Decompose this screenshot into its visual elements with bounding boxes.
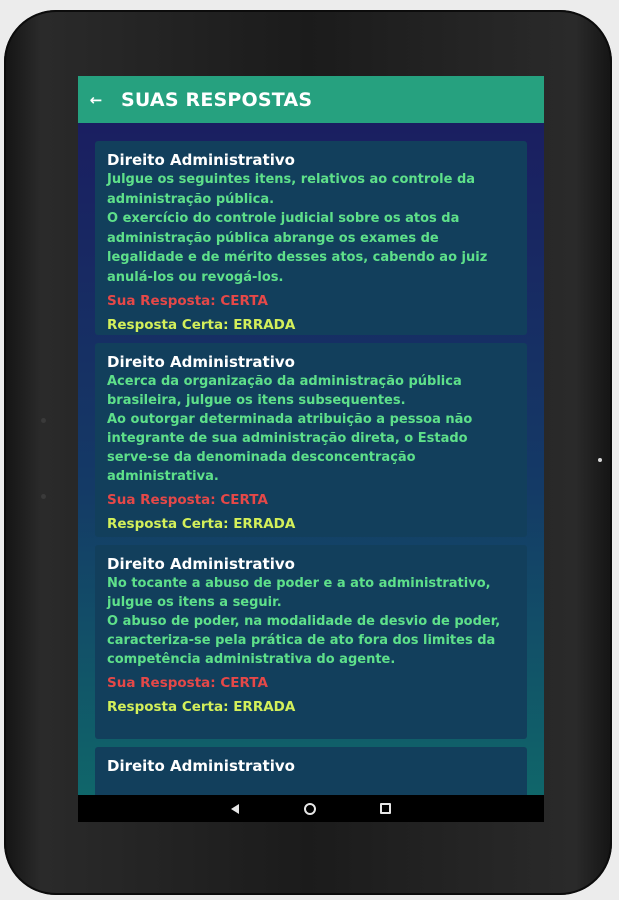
your-answer: Sua Resposta: CERTA — [107, 492, 268, 508]
app-bar — [78, 76, 544, 123]
answer-card[interactable] — [95, 141, 527, 335]
card-subject: Direito Administrativo — [107, 757, 295, 775]
nav-home-icon[interactable] — [295, 795, 325, 822]
card-question: No tocante a abuso de poder e a ato administrativo, julgue os itens a seguir. O abuso de poder, na modalidade de desvio de poder, caracteriza-se pela prática de ato fora dos limites da competência administrativa do agente. — [107, 576, 501, 667]
sensor-dot — [41, 494, 46, 499]
nav-back-icon[interactable] — [220, 795, 250, 822]
card-question: Acerca da organização da administração pública brasileira, julgue os itens subsequentes. Ao outorgar determinada atribuição a pessoa não integrante de sua administração direta, o Estado serve-se da denominada desconcentração administrativa. — [107, 374, 473, 484]
correct-answer: Resposta Certa: ERRADA — [107, 317, 296, 333]
card-subject: Direito Administrativo — [107, 151, 295, 169]
sensor-dot — [598, 458, 602, 462]
card-subject: Direito Administrativo — [107, 353, 295, 371]
answer-card[interactable] — [95, 545, 527, 739]
correct-answer: Resposta Certa: ERRADA — [107, 699, 296, 715]
your-answer: Sua Resposta: CERTA — [107, 675, 268, 691]
answer-card[interactable] — [95, 343, 527, 537]
answers-list[interactable] — [95, 141, 527, 822]
sensor-dot — [41, 418, 46, 423]
your-answer: Sua Resposta: CERTA — [107, 293, 268, 309]
card-question: Julgue os seguintes itens, relativos ao controle da administração pública. O exercício do controle judicial sobre os atos da administração pública abrange os exames de legalidade e de mérito desses atos, cabendo ao juiz anulá-los ou revogá-los. — [107, 172, 488, 285]
page-title: SUAS RESPOSTAS — [121, 88, 313, 111]
system-nav-bar — [78, 795, 544, 822]
nav-recents-icon[interactable] — [370, 795, 400, 822]
correct-answer: Resposta Certa: ERRADA — [107, 516, 296, 532]
arrow-left-icon[interactable]: ← — [89, 90, 103, 109]
card-subject: Direito Administrativo — [107, 555, 295, 573]
app-screen — [78, 76, 544, 822]
